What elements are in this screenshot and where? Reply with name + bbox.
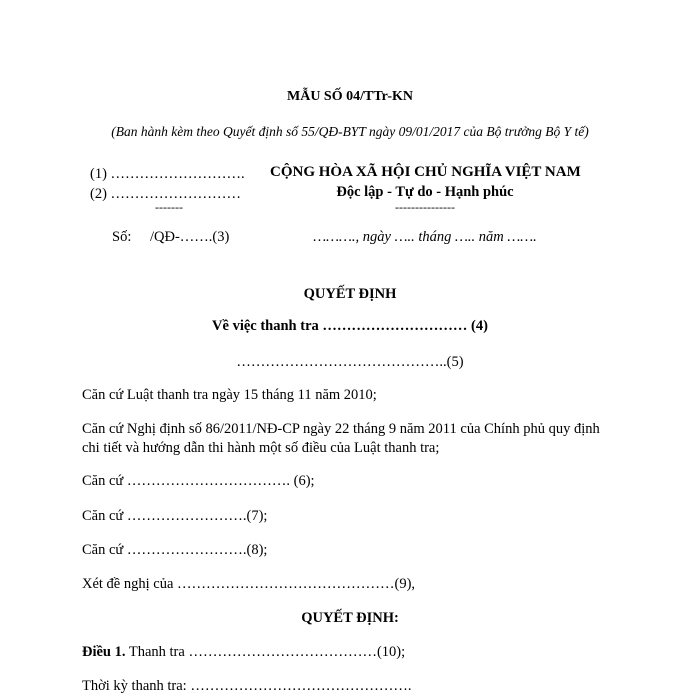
left-dash: ------- xyxy=(155,200,183,214)
basis-law: Căn cứ Luật thanh tra ngày 15 tháng 11 năm 2010; xyxy=(82,387,377,403)
article-1-label: Điều 1. xyxy=(82,644,126,660)
country-name: CỘNG HÒA XÃ HỘI CHỦ NGHĨA VIỆT NAM xyxy=(270,164,581,180)
right-dash: --------------- xyxy=(395,200,455,214)
article-1-text: Thanh tra …………………………………(10); xyxy=(125,644,406,660)
basis-decree-line-2: chi tiết và hướng dẫn thi hành một số điều của Luật thanh tra; xyxy=(82,440,440,456)
number-value: /QĐ-…….(3) xyxy=(150,229,230,245)
basis-decree-line-1: Căn cứ Nghị định số 86/2011/NĐ-CP ngày 22 tháng 9 năm 2011 của Chính phủ quy định xyxy=(82,421,600,437)
decides-title: QUYẾT ĐỊNH: xyxy=(301,610,399,626)
basis-6: Căn cứ ……………………………. (6); xyxy=(82,473,315,489)
date-line: ………., ngày ….. tháng ….. năm ……. xyxy=(313,229,537,245)
number-label: Số: xyxy=(112,229,132,245)
decision-subject: Về việc thanh tra ………………………… (4) xyxy=(212,318,488,334)
issued-note: (Ban hành kèm theo Quyết định số 55/QĐ-BYT ngày 09/01/2017 của Bộ trưởng Bộ Y tế) xyxy=(111,124,589,139)
form-title: MẪU SỐ 04/TTr-KN xyxy=(287,89,413,104)
basis-8: Căn cứ …………………….(8); xyxy=(82,542,268,558)
motto: Độc lập - Tự do - Hạnh phúc xyxy=(336,184,514,200)
decision-title: QUYẾT ĐỊNH xyxy=(303,286,397,302)
issuer-line-1: (1) ………………………. xyxy=(90,166,245,182)
decision-authority: ……………………………………..(5) xyxy=(236,354,464,370)
basis-7: Căn cứ …………………….(7); xyxy=(82,508,268,524)
issuer-line-2: (2) ……………………… xyxy=(90,186,242,202)
proposal-line: Xét đề nghị của ………………………………………(9), xyxy=(82,576,416,592)
inspection-period: Thời kỳ thanh tra: ………………………………………. xyxy=(82,678,412,694)
article-1 xyxy=(82,644,405,661)
